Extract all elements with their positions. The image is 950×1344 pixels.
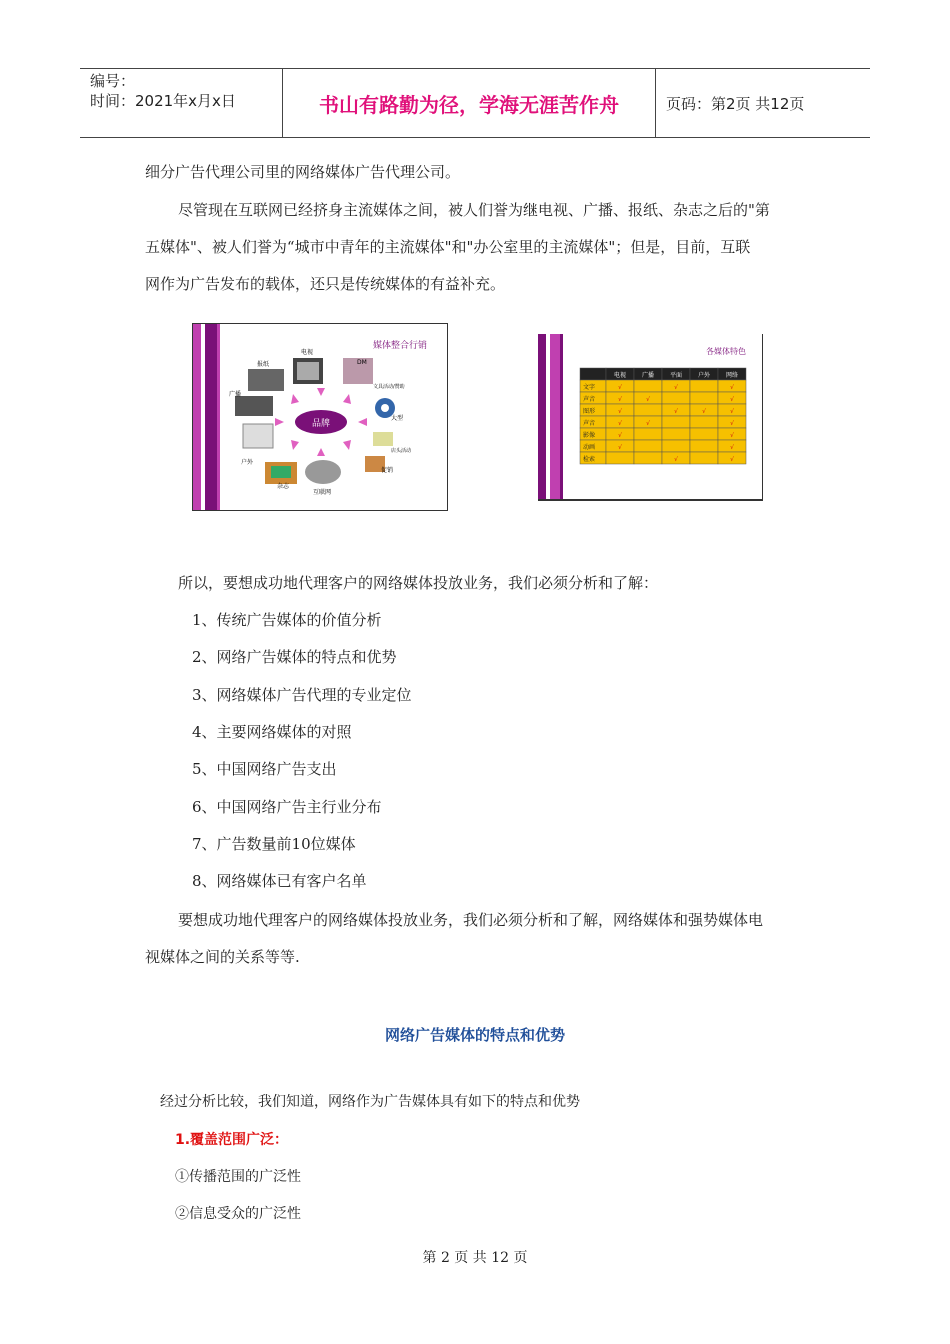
paragraph-4-line-1: 要想成功地代理客户的网络媒体投放业务，我们必须分析和了解，网络媒体和强势媒体电 xyxy=(178,911,764,929)
table-check-mark: √ xyxy=(730,456,734,463)
media-features-figure xyxy=(538,334,763,501)
figure1-title: 媒体整合行销 xyxy=(373,341,428,351)
media-integration-diagram xyxy=(193,324,447,510)
page-header xyxy=(80,68,870,138)
figure1-label-1: 报纸 xyxy=(257,361,270,368)
table-header-cell xyxy=(580,368,606,380)
table-cell xyxy=(634,380,662,392)
paragraph-2-line-1: 尽管现在互联网已经挤身主流媒体之间，被人们誉为继电视、广播、报纸、杂志之后的"第 xyxy=(178,201,770,219)
table-check-mark: √ xyxy=(646,396,650,403)
table-check-mark: √ xyxy=(730,432,734,439)
table-header-label: 电视 xyxy=(613,372,627,379)
table-check-mark: √ xyxy=(618,408,622,415)
section-heading: 网络广告媒体的特点和优势 xyxy=(384,1026,565,1044)
time-label: 时间：2021年x月x日 xyxy=(90,92,236,110)
table-check-mark: √ xyxy=(730,396,734,403)
list-item: 1、传统广告媒体的价值分析 xyxy=(192,611,382,629)
figure1-label-10: 户外 xyxy=(241,459,254,466)
table-check-mark: √ xyxy=(674,408,678,415)
table-check-mark: √ xyxy=(730,444,734,451)
figure1-label-6: 店头活动 xyxy=(391,448,412,454)
table-cell xyxy=(634,404,662,416)
figure1-label-9: 杂志 xyxy=(277,483,290,490)
table-header-label: 网络 xyxy=(725,372,739,379)
header-motto: 书山有路勤为径，学海无涯苦作舟 xyxy=(283,69,656,137)
number-label: 编号： xyxy=(90,72,136,90)
table-cell xyxy=(662,440,690,452)
table-cell xyxy=(690,428,718,440)
sub-heading: 1.覆盖范围广泛： xyxy=(175,1132,289,1148)
paragraph-1: 细分广告代理公司里的网络媒体广告代理公司。 xyxy=(145,163,461,181)
table-header-label: 平面 xyxy=(669,372,683,379)
table-row-label: 声音 xyxy=(583,396,596,403)
table-check-mark: √ xyxy=(730,420,734,427)
table-row-label: 动画 xyxy=(583,444,596,451)
figure1-label-5: 大型 xyxy=(391,415,404,422)
header-page-info: 页码：第2页 共12页 xyxy=(666,95,805,113)
list-item: 5、中国网络广告支出 xyxy=(192,760,337,779)
figure1-center-label: 品牌 xyxy=(311,419,331,429)
table-cell xyxy=(690,440,718,452)
table-row-label: 声音 xyxy=(583,420,596,427)
table-row-label: 影像 xyxy=(583,432,596,439)
table-cell xyxy=(690,380,718,392)
table-cell xyxy=(662,428,690,440)
table-cell xyxy=(634,428,662,440)
paragraph-5: 经过分析比较，我们知道，网络作为广告媒体具有如下的特点和优势 xyxy=(160,1094,580,1110)
list-item: 6、中国网络广告主行业分布 xyxy=(192,797,382,816)
table-cell xyxy=(690,416,718,428)
figure1-label-0: 电视 xyxy=(301,349,314,356)
table-header-label: 广播 xyxy=(641,372,655,379)
table-check-mark: √ xyxy=(702,408,706,415)
table-check-mark: √ xyxy=(674,384,678,391)
table-header-label: 户外 xyxy=(697,372,711,379)
list-item: 4、主要网络媒体的对照 xyxy=(192,722,352,741)
paragraph-2-line-3: 网作为广告发布的载体，还只是传统媒体的有益补充。 xyxy=(145,275,506,293)
figure1-label-2: 广播 xyxy=(229,391,242,398)
table-cell xyxy=(690,392,718,404)
table-check-mark: √ xyxy=(730,408,734,415)
table-check-mark: √ xyxy=(618,444,622,451)
paragraph-4-line-2: 视媒体之间的关系等等. xyxy=(145,948,300,966)
table-check-mark: √ xyxy=(618,384,622,391)
page-footer: 第 2 页 共 12 页 xyxy=(422,1250,528,1266)
figure1-label-4: DM xyxy=(357,359,367,366)
table-row-label: 检索 xyxy=(583,456,596,463)
figure1-label-7: 促销 xyxy=(381,467,394,474)
table-check-mark: √ xyxy=(646,420,650,427)
table-cell xyxy=(690,452,718,464)
paragraph-2-line-2: 五媒体"、被人们誉为“城市中青年的主流媒体"和"办公室里的主流媒体"；但是，目前，互联 xyxy=(145,238,751,256)
table-cell xyxy=(634,452,662,464)
table-check-mark: √ xyxy=(674,456,678,463)
figure2-title: 各媒体特色 xyxy=(706,347,746,356)
sub-item-a: ①传播范围的广泛性 xyxy=(175,1169,301,1185)
table-check-mark: √ xyxy=(618,432,622,439)
header-meta-cell xyxy=(80,69,283,137)
sub-item-b: ②信息受众的广泛性 xyxy=(175,1206,301,1222)
table-cell xyxy=(634,440,662,452)
list-item: 3、网络媒体广告代理的专业定位 xyxy=(192,685,412,704)
figure1-label-8: 互联网 xyxy=(313,489,332,496)
table-row-label: 图形 xyxy=(583,408,596,415)
table-check-mark: √ xyxy=(618,420,622,427)
list-item: 7、广告数量前10位媒体 xyxy=(192,834,356,853)
table-row-label: 文字 xyxy=(583,384,596,391)
table-cell xyxy=(606,452,634,464)
figure1-label-3: 文具活动/赞助 xyxy=(373,384,405,390)
list-item: 2、网络广告媒体的特点和优势 xyxy=(192,648,397,667)
paragraph-3: 所以，要想成功地代理客户的网络媒体投放业务，我们必须分析和了解： xyxy=(178,574,659,592)
list-item: 8、网络媒体已有客户名单 xyxy=(192,872,367,891)
media-features-table xyxy=(538,334,762,499)
table-cell xyxy=(662,416,690,428)
table-check-mark: √ xyxy=(618,396,622,403)
table-check-mark: √ xyxy=(730,384,734,391)
table-cell xyxy=(662,392,690,404)
media-integration-figure xyxy=(192,323,448,511)
